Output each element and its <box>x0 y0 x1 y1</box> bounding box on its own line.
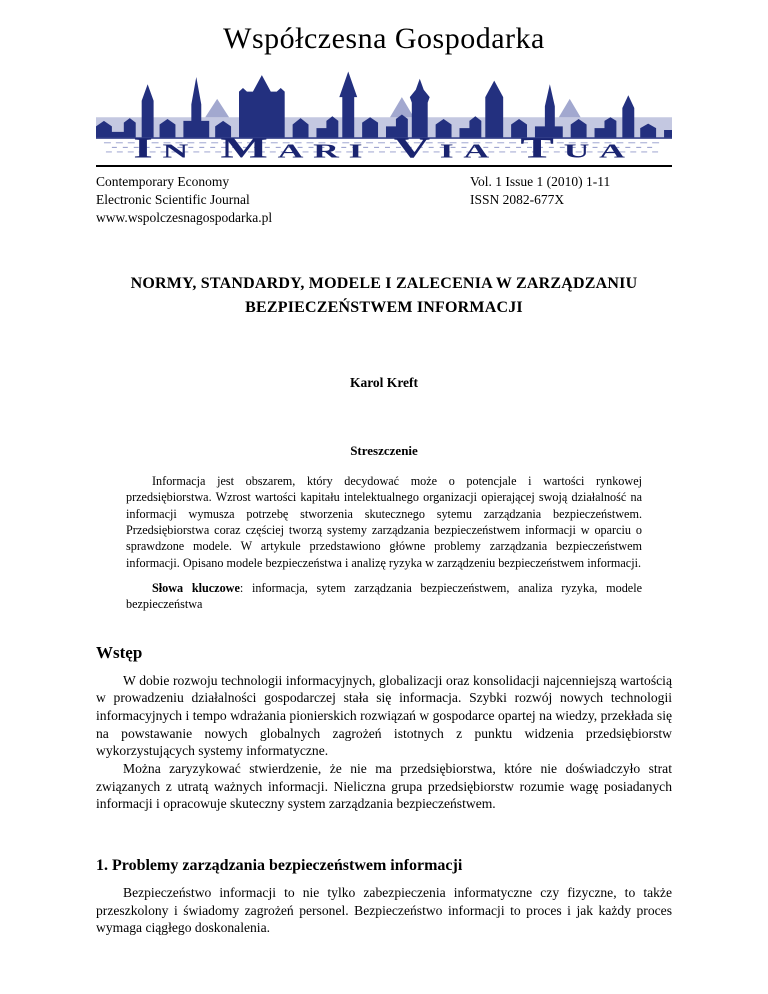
masthead <box>96 173 672 226</box>
volume-issue: Vol. 1 Issue 1 (2010) 1-11 <box>470 174 611 189</box>
journal-website: www.wspolczesnagospodarka.pl <box>96 209 273 225</box>
keywords-text: : informacja, sytem zarządzania bezpieczeństwem, analiza ryzyka, modele bezpieczeństwa <box>126 580 642 612</box>
body-paragraph: Można zaryzykować stwierdzenie, że nie ma przedsiębiorstwa, które nie doświadczyło strat związanych z utratą ważnych informacji. Nieliczna grupa przedsiębiorstw rozumie wagę posiadanych informacji i opracowuje skuteczny system zarządzania bezpieczeństwem. <box>96 760 672 812</box>
journal-name-en: Contemporary Economy <box>96 174 230 189</box>
article-author: Karol Kreft <box>349 374 419 390</box>
abstract-heading: Streszczenie <box>350 442 418 458</box>
keywords-paragraph <box>126 580 642 613</box>
issn-number: ISSN 2082-677X <box>470 191 565 207</box>
keywords-label: Słowa kluczowe <box>152 580 240 595</box>
section-heading-wstep: Wstęp <box>96 642 143 662</box>
city-skyline-illustration <box>96 66 672 162</box>
article-title: NORMY, STANDARDY, MODELE I ZALECENIA W ZARZĄDZANIU BEZPIECZEŃSTWEM INFORMACJI <box>130 275 638 316</box>
body-paragraph: Bezpieczeństwo informacji to nie tylko zabezpieczenia informatyczne czy fizyczne, to także przeszkolony i świadomy zagrożeń personel. Bezpieczeństwo informacji to proces i jak każdy proces wymaga ciągłego doskonalenia. <box>96 884 672 936</box>
masthead-right <box>470 173 672 226</box>
section-heading-1: 1. Problemy zarządzania bezpieczeństwem informacji <box>96 856 463 874</box>
journal-title: Współczesna Gospodarka <box>223 22 545 55</box>
banner-motto-text: In Mari Via Tua <box>133 133 635 162</box>
header-divider <box>96 165 672 167</box>
body-paragraph: W dobie rozwoju technologii informacyjnych, globalizacji oraz konsolidacji najcenniejszą wartością w prowadzeniu działalności gospodarczej stała się informacja. Szybki rozwój nowych technologii informacyjnych i tempo wdrażania pionierskich rozwiązań w gospodarce opartej na wiedzy, przekłada się na powstawanie nowych globalnych zagrożeń istotnych z punktu widzenia przedsiębiorstw wykorzystujących systemy informatyczne. <box>96 672 672 759</box>
journal-subtitle: Electronic Scientific Journal <box>96 191 250 207</box>
abstract-paragraph: Informacja jest obszarem, który decydować może o potencjale i wartości rynkowej przedsiębiorstwa. Wzrost wartości kapitału intelektualnego organizacji opierającej swoją działalność na informacji wymusza potrzebę stworzenia skutecznego sytemu zarządzania bezpieczeństwem. Przedsiębiorstwa coraz częściej tworzą systemy zarządzania bezpieczeństwem informacji w oparciu o sprawdzone modele. W artykule przedstawiono główne problemy zarządzania bezpieczeństwem informacji. Opisano modele bezpieczeństwa i analizę ryzyka w zarządzeniu bezpieczeństwem informacji. <box>126 473 642 570</box>
masthead-left <box>96 173 272 226</box>
